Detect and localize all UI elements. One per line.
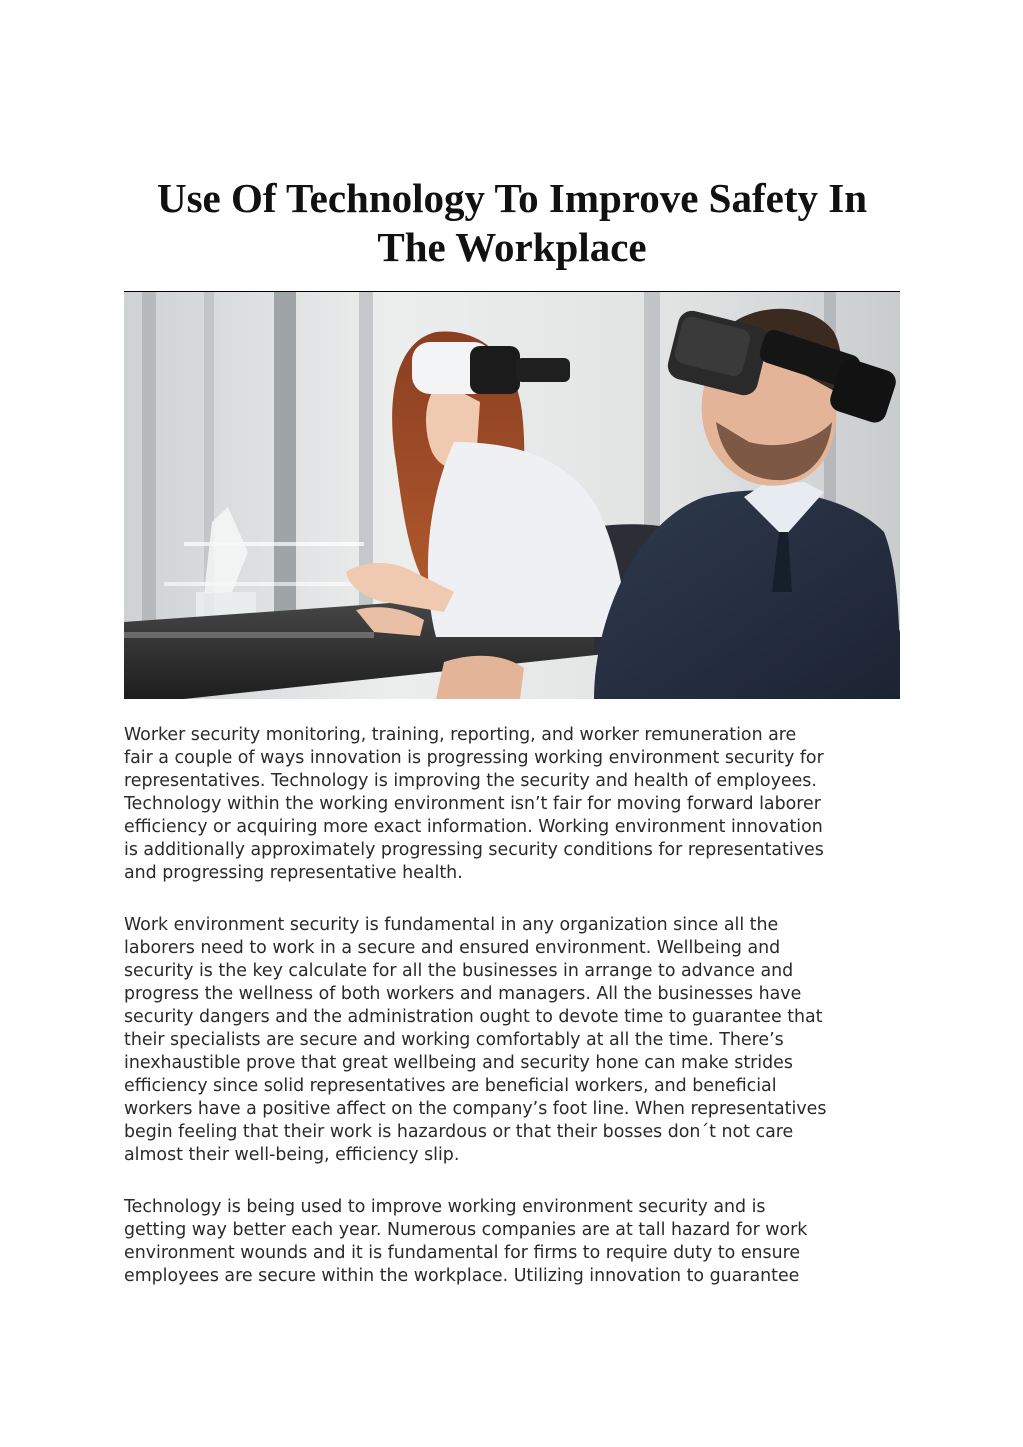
- title-line: The Workplace: [377, 224, 647, 270]
- text-line: and progressing representative health.: [124, 863, 463, 883]
- text-line: Worker security monitoring, training, reporting, and worker remuneration are: [124, 725, 797, 745]
- text-line: employees are secure within the workplace. Utilizing innovation to guarantee: [124, 1266, 800, 1286]
- text-line: fair a couple of ways innovation is progressing working environment security for: [124, 748, 824, 768]
- text-line: efficiency or acquiring more exact information. Working environment innovation: [124, 817, 823, 837]
- text-line: Technology within the working environment isn’t fair for moving forward laborer: [124, 794, 821, 814]
- text-line: Work environment security is fundamental in any organization since all the: [124, 915, 779, 935]
- text-line: begin feeling that their work is hazardous or that their bosses don´t not care: [124, 1122, 794, 1142]
- text-line: security dangers and the administration ought to devote time to guarantee that: [124, 1007, 823, 1027]
- text-line: progress the wellness of both workers and managers. All the businesses have: [124, 984, 802, 1004]
- text-line: almost their well-being, efficiency slip.: [124, 1145, 460, 1165]
- text-line: Technology is being used to improve working environment security and is: [124, 1197, 766, 1217]
- paragraph: [124, 914, 904, 1167]
- text-line: security is the key calculate for all the businesses in arrange to advance and: [124, 961, 794, 981]
- text-line: is additionally approximately progressing security conditions for representatives: [124, 840, 824, 860]
- title-line: Use Of Technology To Improve Safety In: [156, 175, 867, 221]
- text-line: environment wounds and it is fundamental for firms to require duty to ensure: [124, 1243, 801, 1263]
- paragraph: [124, 1196, 904, 1288]
- text-line: efficiency since solid representatives are beneficial workers, and beneficial: [124, 1076, 777, 1096]
- text-line: laborers need to work in a secure and ensured environment. Wellbeing and: [124, 938, 781, 958]
- paragraph: [124, 724, 904, 885]
- vr-headset-photo: [124, 292, 900, 699]
- text-line: representatives. Technology is improving the security and health of employees.: [124, 771, 817, 791]
- text-line: getting way better each year. Numerous companies are at tall hazard for work: [124, 1220, 808, 1240]
- article-title: [124, 174, 900, 272]
- text-line: workers have a positive affect on the company’s foot line. When representatives: [124, 1099, 827, 1119]
- text-line: their specialists are secure and working comfortably at all the time. There’s: [124, 1030, 784, 1050]
- text-line: inexhaustible prove that great wellbeing and security hone can make strides: [124, 1053, 793, 1073]
